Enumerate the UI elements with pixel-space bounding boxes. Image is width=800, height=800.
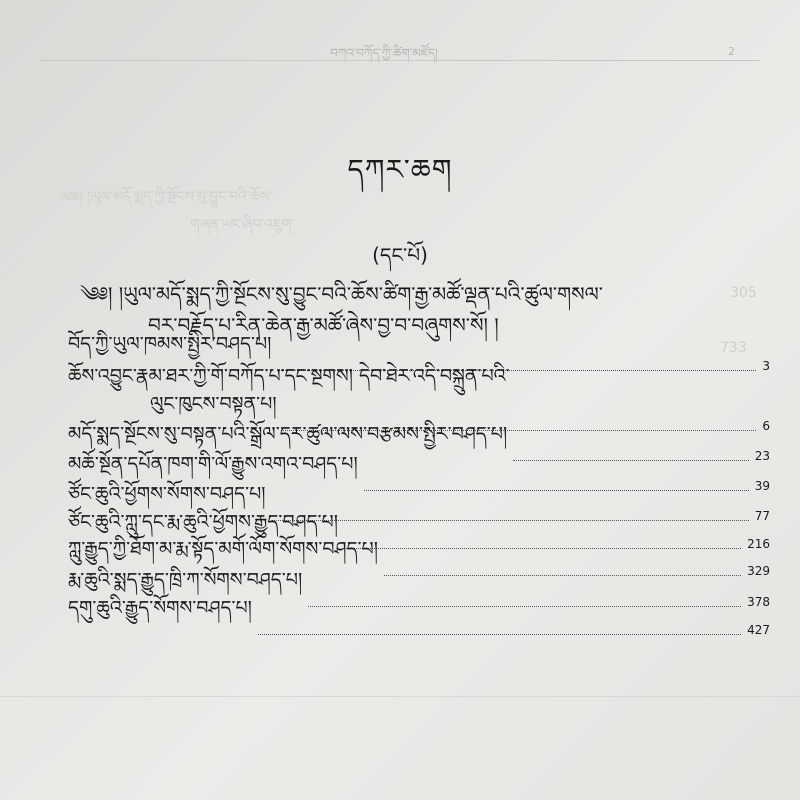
toc-entry-page: 3 [762, 359, 770, 373]
toc-entry-page: 216 [747, 537, 770, 551]
toc-entry-title: ཆོས་འབྱུང་རྣམ་ཐར་ཀྱི་གོ་བཀོད་པ་དང་སྔགས། དེབ་ཐེར་འདི་བསྐྲུན་པའི་ [68, 365, 510, 387]
bleed-through-text: 733 [720, 340, 747, 356]
section-subtitle: (དང་པོ) [372, 243, 428, 267]
intro-line-2: བར་བརྗོད་པ་རིན་ཆེན་རྒྱ་མཚོ་ཞེས་བྱ་བ་བཞུགས་སོ། ། [148, 313, 499, 337]
dot-leader [384, 575, 741, 576]
bleed-through-text: གཞན་ཡང་ཞིབ་འཇུག་ [190, 217, 295, 233]
toc-entry-page: 77 [754, 509, 770, 523]
toc-entry-title: ཙོང་ཆུའི་ཀླུ་དང་རྨ་ཆུའི་ཕྱོགས་རྒྱུད་བཤད་པ། [68, 511, 338, 533]
dot-leader [272, 520, 749, 521]
toc-entry-title: རྨ་ཆུའི་སྨད་རྒྱུད་ཁྲི་ཀ་སོགས་བཤད་པ། [68, 569, 303, 591]
toc-entry-title: དགུ་ཆུའི་རྒྱུད་སོགས་བཤད་པ། [68, 597, 252, 619]
toc-entry-title: མཆོ་སྔོན་དཔོན་ཁག་གི་ལོ་རྒྱུས་འགའ་བཤད་པ། [68, 453, 358, 475]
dot-leader [364, 490, 749, 491]
toc-entry-page: 427 [747, 623, 770, 637]
toc-entry-page: 378 [747, 595, 770, 609]
toc-entry-title: ཙོང་ཆུའི་ཕྱོགས་སོགས་བཤད་པ། [68, 483, 266, 505]
toc-entry-title: མདོ་སྨད་སྔོངས་སུ་བསྟན་པའི་སྒྲོལ་དར་ཚུལ་ལས་བརྩམས་སྤྱིར་བཤད་པ། [68, 423, 508, 445]
toc-entry [68, 365, 510, 408]
toc-entry-title: བོད་ཀྱི་ཡུལ་ཁམས་སྤྱིར་བཤད་པ། [68, 333, 272, 355]
running-head: བཀའ་བཀོད་ཀྱི་ཚིག་མཛོད། [330, 46, 438, 60]
dot-leader [308, 606, 741, 607]
bleed-through-text: ༄༅། །ཡུལ་མདོ་སྨད་ཀྱི་སྔོངས་སུ་བྱུང་བའི་ཆོས་ [60, 189, 273, 205]
intro-line-1: ༄༅། །ཡུལ་མདོ་སྨད་ཀྱི་སྔོངས་སུ་བྱུང་བའི་ཆོས་ཚིག་རྒྱ་མཚོ་ལྡན་པའི་ཚུལ་གསལ་ [80, 282, 603, 306]
toc-entry-page: 6 [762, 419, 770, 433]
toc-entry-page: 23 [754, 449, 770, 463]
toc-entry-page: 329 [747, 564, 770, 578]
toc-entry-title: ལུང་ཁུངས་བསྟན་པ། [150, 393, 277, 415]
bleed-through-text: 305 [730, 285, 757, 301]
toc-entry-title: ཀླུ་རྒྱུད་ཀྱི་ཐོག་མ་རྨ་སྟོད་མགོ་ལོག་སོགས་བཤད་པ། [68, 538, 378, 560]
page-title: དཀར་ཆག [347, 153, 453, 186]
bottom-rule [0, 696, 800, 697]
dot-leader [258, 634, 741, 635]
toc-entry-page: 39 [754, 479, 770, 493]
page-number: 2 [728, 45, 735, 58]
dot-leader [513, 460, 749, 461]
dot-leader [344, 548, 741, 549]
